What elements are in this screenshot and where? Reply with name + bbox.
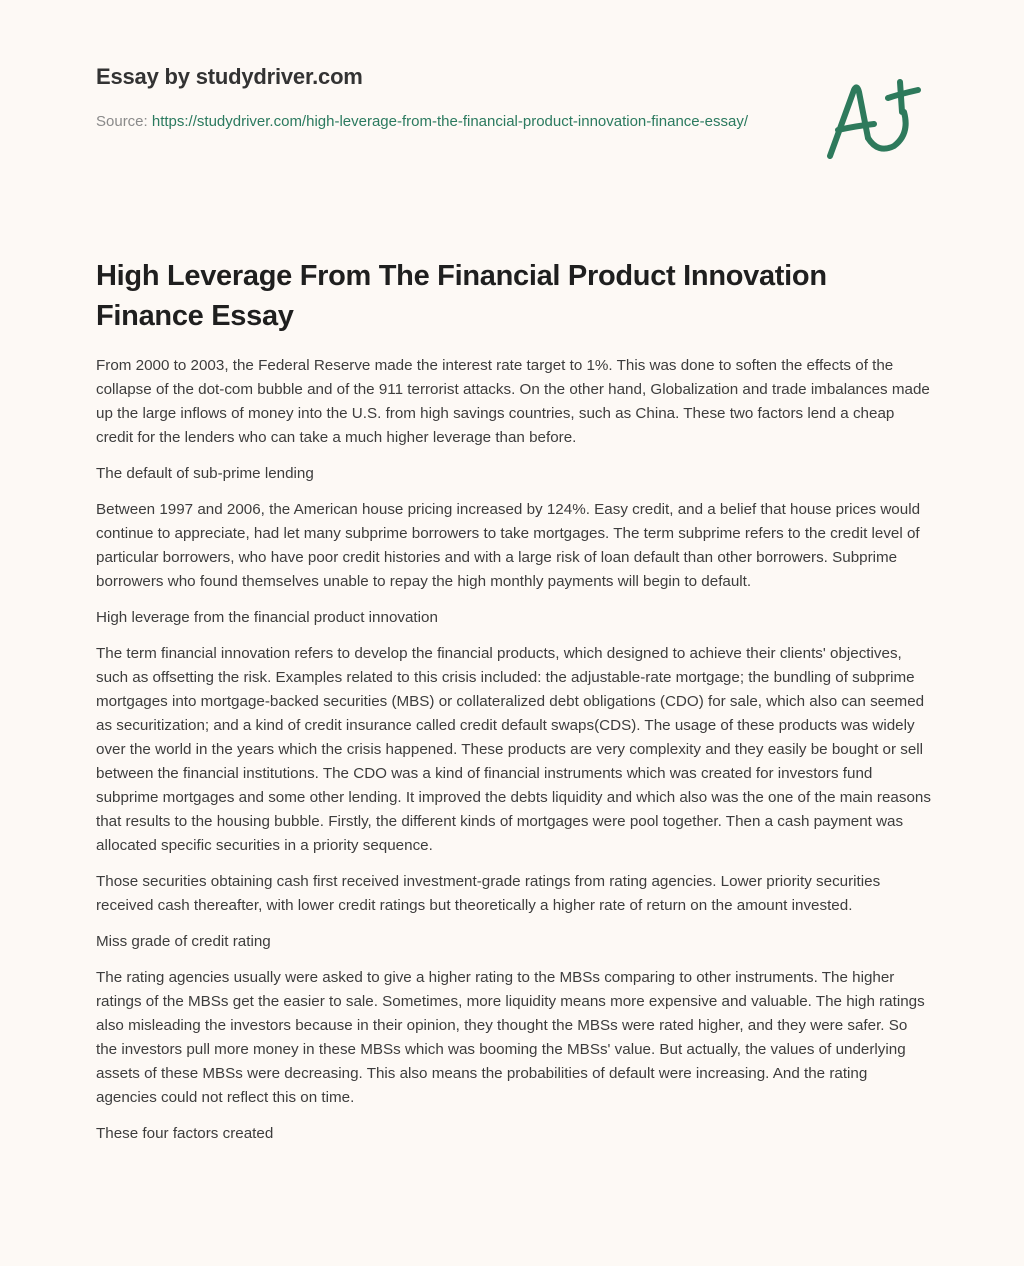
paragraph: The rating agencies usually were asked to give a higher rating to the MBSs comparing to other instruments. The higher ratings of the MBSs get the easier to sale. Sometimes, more liquidity means more expensive and valuable. The high ratings also misleading the investors because in their opinion, they thought the MBSs were rated higher, and they were safer. So the investors pull more money in these MBSs which was booming the MBSs' value. But actually, the values of underlying assets of these MBSs were decreasing. This also means the probabilities of default were increasing. And the rating agencies could not reflect this on time. (96, 969, 925, 1106)
source-label: Source: (96, 113, 152, 130)
site-title: Essay by studydriver.com (96, 64, 363, 89)
source-line (96, 110, 756, 134)
a-plus-logo-icon (824, 68, 924, 168)
section-heading: Miss grade of credit rating (96, 933, 271, 950)
source-link[interactable]: https://studydriver.com/high-leverage-from-the-financial-product-innovation-finance-essay/ (151, 113, 748, 130)
section-heading: The default of sub-prime lending (96, 465, 314, 482)
section-heading: High leverage from the financial product innovation (96, 609, 438, 626)
paragraph: Those securities obtaining cash first received investment-grade ratings from rating agencies. Lower priority securities received cash thereafter, with lower credit ratings but theoretically a higher rate of return on the amount invested. (96, 873, 881, 914)
essay-title: High Leverage From The Financial Product Innovation Finance Essay (96, 260, 827, 332)
paragraph: From 2000 to 2003, the Federal Reserve made the interest rate target to 1%. This was done to soften the effects of the collapse of the dot-com bubble and of the 911 terrorist attacks. On the other hand, Globalization and trade imbalances made up the large inflows of money into the U.S. from high savings countries, such as China. These two factors lend a cheap credit for the lenders who can take a much higher leverage than before. (96, 357, 930, 446)
paragraph: Between 1997 and 2006, the American house pricing increased by 124%. Easy credit, and a belief that house prices would continue to appreciate, had let many subprime borrowers to take mortgages. The term subprime refers to the credit level of particular borrowers, who have poor credit histories and with a large risk of loan default than other borrowers. Subprime borrowers who found themselves unable to repay the high monthly payments will begin to default. (96, 501, 921, 590)
essay-body (96, 354, 932, 1158)
section-heading: These four factors created (96, 1125, 274, 1142)
paragraph: The term financial innovation refers to develop the financial products, which designed to achieve their clients' objectives, such as offsetting the risk. Examples related to this crisis included: the adjustable-rate mortgage; the bundling of subprime mortgages into mortgage-backed securities (MBS) or collateralized debt obligations (CDO) for sale, which also can seemed as securitization; and a kind of credit insurance called credit default swaps(CDS). The usage of these products was widely over the world in the years which the crisis happened. These products are very complexity and they easily be bought or sell between the financial institutions. The CDO was a kind of financial instruments which was created for investors fund subprime mortgages and some other lending. It improved the debts liquidity and which also was the one of the main reasons that results to the housing bubble. Firstly, the different kinds of mortgages were pool together. Then a cash payment was allocated specific securities in a priority sequence. (96, 645, 931, 854)
